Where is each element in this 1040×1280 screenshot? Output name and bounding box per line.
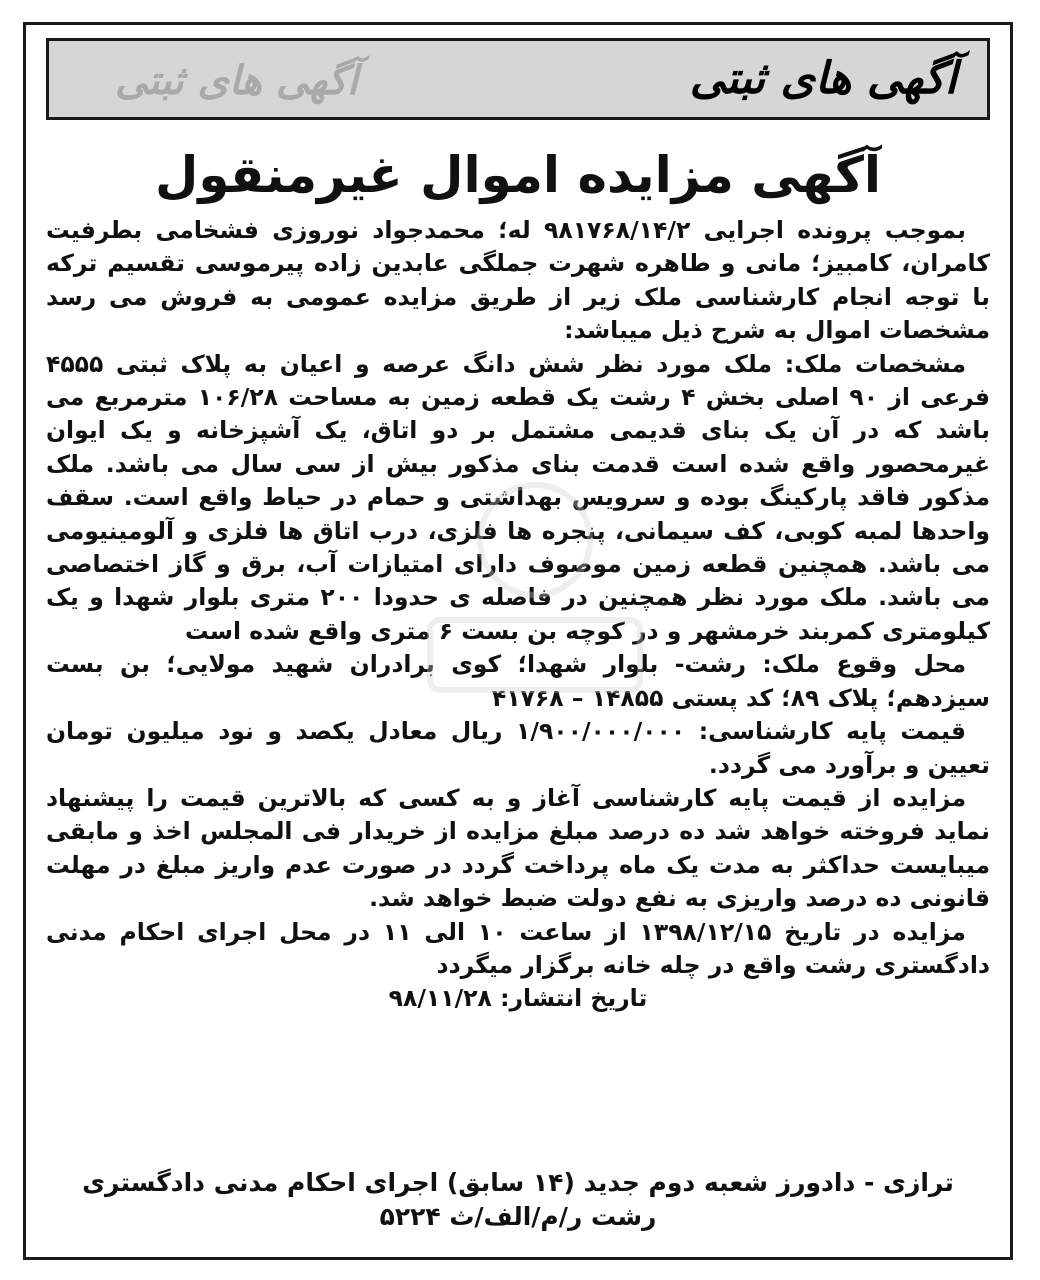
notice-body [46, 214, 990, 1016]
signature-line-2: رشت ر/م/الف/ث ۵۲۲۴ [379, 1202, 657, 1231]
signature-line-1: ترازی - دادورز شعبه دوم جدید (۱۴ سابق) اجرای احکام مدنی دادگستری [82, 1168, 954, 1197]
publish-date: تاریخ انتشار: ۹۸/۱۱/۲۸ [388, 984, 648, 1013]
intro-paragraph: بموجب پرونده اجرایی ۹۸۱۷۶۸/۱۴/۲ له؛ محمدجواد نوروزی فشخامی بطرفیت کامران، کامبیز؛ مانی و طاهره شهرت جملگی عابدین زاده پیرموسی تقسیم ترکه با توجه انجام کارشناسی ملک زیر از طریق مزایده عمومی به فروش می رسد مشخصات اموال به شرح ذیل میباشد: [46, 216, 990, 345]
signature-block [46, 1166, 990, 1234]
property-location-paragraph: محل وقوع ملک: رشت- بلوار شهدا؛ کوی برادران شهید مولایی؛ بن بست سیزدهم؛ پلاک ۸۹؛ کد پستی ۱۴۸۵۵ – ۴۱۷۶۸ [46, 650, 990, 712]
section-header-label: آگهی های ثبتی [689, 53, 957, 104]
notice-title: آگهی مزایده اموال غیرمنقول [154, 146, 882, 204]
property-specs-paragraph: مشخصات ملک: ملک مورد نظر شش دانگ عرصه و اعیان به پلاک ثبتی ۴۵۵۵ فرعی از ۹۰ اصلی بخش ۴ رشت یک قطعه زمین به مساحت ۱۰۶/۲۸ مترمربع می باشد که در آن یک بنای قدیمی مشتمل بر دو اتاق، یک آشپزخانه و یک ایوان غیرمحصور واقع شده است قدمت بنای مذکور بیش از سی سال می باشد. ملک مذکور فاقد پارکینگ بوده و سرویس بهداشتی و حمام در حیاط واقع است. سقف واحدها لمبه کوبی، کف سیمانی، پنجره ها فلزی، درب اتاق ها فلزی و آلومینیومی می باشد. همچنین قطعه زمین موصوف دارای امتیازات آب، برق و گاز اختصاصی می باشد. ملک مورد نظر همچنین در فاصله ی حدودا ۲۰۰ متری بلوار شهدا و یک کیلومتری کمربند خرمشهر و در کوچه بن بست ۶ متری واقع شده است [46, 349, 991, 645]
auction-terms-paragraph: مزایده از قیمت پایه کارشناسی آغاز و به کسی که بالاترین قیمت را پیشنهاد نماید فروخته خواهد شد ده درصد مبلغ مزایده از خریدار فی المجلس اخذ و مابقی میبایست حداکثر به مدت یک ماه پرداخت گردد در صورت عدم واریز مبلغ در مهلت قانونی ده درصد واریزی به نفع دولت ضبط خواهد شد. [46, 783, 990, 913]
section-header-ghost-label: آگهی های ثبتی [115, 58, 358, 104]
base-price-paragraph: قیمت پایه کارشناسی: ۱/۹۰۰/۰۰۰/۰۰۰ ریال معادل یکصد و نود میلیون تومان تعیین و برآورد می گردد. [46, 717, 990, 779]
header-band [46, 38, 990, 120]
auction-date-paragraph: مزایده در تاریخ ۱۳۹۸/۱۲/۱۵ از ساعت ۱۰ الی ۱۱ در محل اجرای احکام مدنی دادگستری رشت واقع در چله خانه برگزار میگردد [46, 917, 990, 979]
